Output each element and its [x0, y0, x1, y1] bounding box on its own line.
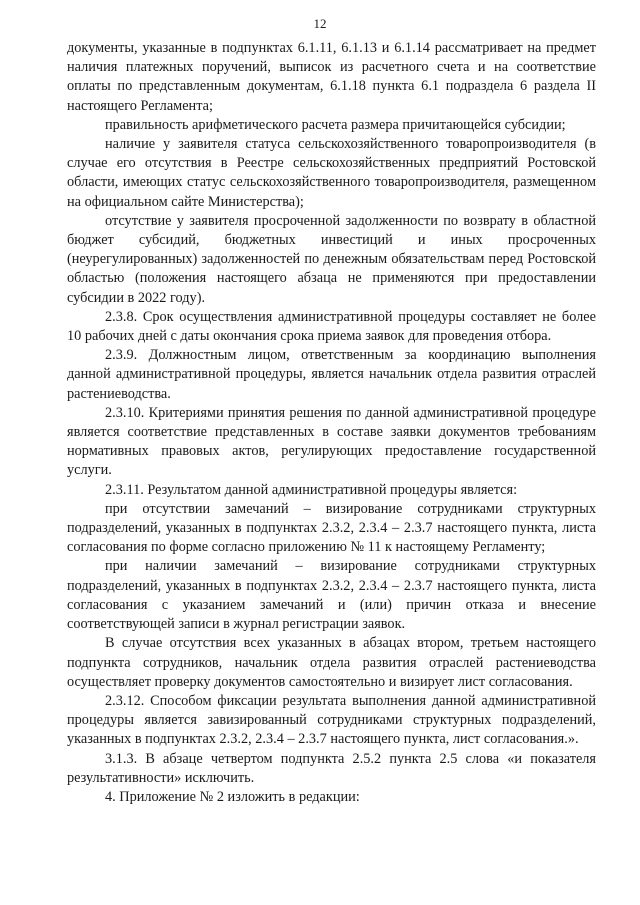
paragraph: правильность арифметического расчета размера причитающейся субсидии; — [105, 116, 566, 133]
paragraph: документы, указанные в подпунктах 6.1.11, 6.1.13 и 6.1.14 рассматривает на предмет наличия платежных поручений, выписок из расчетного счета и на соответствие оплаты по представленным документам, 6.1.18 пункта 6.1 подраздела 6 раздела II настоящего Регламента; — [67, 40, 596, 114]
paragraph: 2.3.9. Должностным лицом, ответственным за координацию выполнения данной административной процедуры, является начальник отдела развития отраслей растениеводства. — [67, 347, 596, 402]
paragraph: В случае отсутствия всех указанных в абзацах втором, третьем настоящего подпункта сотрудников, начальник отдела развития отраслей растениеводства осуществляет проверку документов самостоятельно и визирует лист согласования. — [67, 635, 596, 690]
paragraph: наличие у заявителя статуса сельскохозяйственного товаропроизводителя (в случае его отсутствия в Реестре сельскохозяйственных предприятий Ростовской области, имеющих статус сельскохозяйственного товаропроизводителя, размещенном на официальном сайте Министерства); — [67, 136, 596, 210]
paragraph: 2.3.8. Срок осуществления административной процедуры составляет не более 10 рабочих дней с даты окончания срока приема заявок для проведения отбора. — [67, 308, 596, 345]
paragraph: 2.3.10. Критериями принятия решения по данной административной процедуре является соответствие представленных в составе заявки документов требованиям нормативных правовых актов, регулирующих предоставление государственной услуги. — [67, 404, 596, 479]
page-number: 12 — [313, 16, 327, 31]
document-body — [67, 39, 596, 807]
paragraph: отсутствие у заявителя просроченной задолженности по возврату в областной бюджет субсидий, бюджетных инвестиций и иных просроченных (неурегулированных) задолженностей по денежным обязательствам перед Ростовской областью (положения настоящего абзаца не применяются при предоставлении субсидии в 2022 году). — [67, 212, 596, 306]
paragraph: 2.3.12. Способом фиксации результата выполнения данной административной процедуры является завизированный сотрудниками структурных подразделений, указанных в подпунктах 2.3.2, 2.3.4 – 2.3.7 настоящего пункта, лист согласования.». — [67, 692, 596, 748]
paragraph: 2.3.11. Результатом данной административной процедуры является: — [105, 481, 518, 498]
paragraph: при наличии замечаний – визирование сотрудниками структурных подразделений, указанных в подпунктах 2.3.2, 2.3.4 – 2.3.7 настоящего пункта, листа согласования с указанием замечаний и (или) причин отказа и внесение соответствующей записи в журнал регистрации заявок. — [67, 558, 596, 633]
paragraph: 4. Приложение № 2 изложить в редакции: — [105, 788, 360, 805]
paragraph: 3.1.3. В абзаце четвертом подпункта 2.5.2 пункта 2.5 слова «и показателя результативности» исключить. — [67, 750, 596, 786]
paragraph: при отсутствии замечаний – визирование сотрудниками структурных подразделений, указанных в подпунктах 2.3.2, 2.3.4 – 2.3.7 настоящего пункта, листа согласования по форме согласно приложению № 11 к настоящему Регламенту; — [67, 500, 596, 556]
